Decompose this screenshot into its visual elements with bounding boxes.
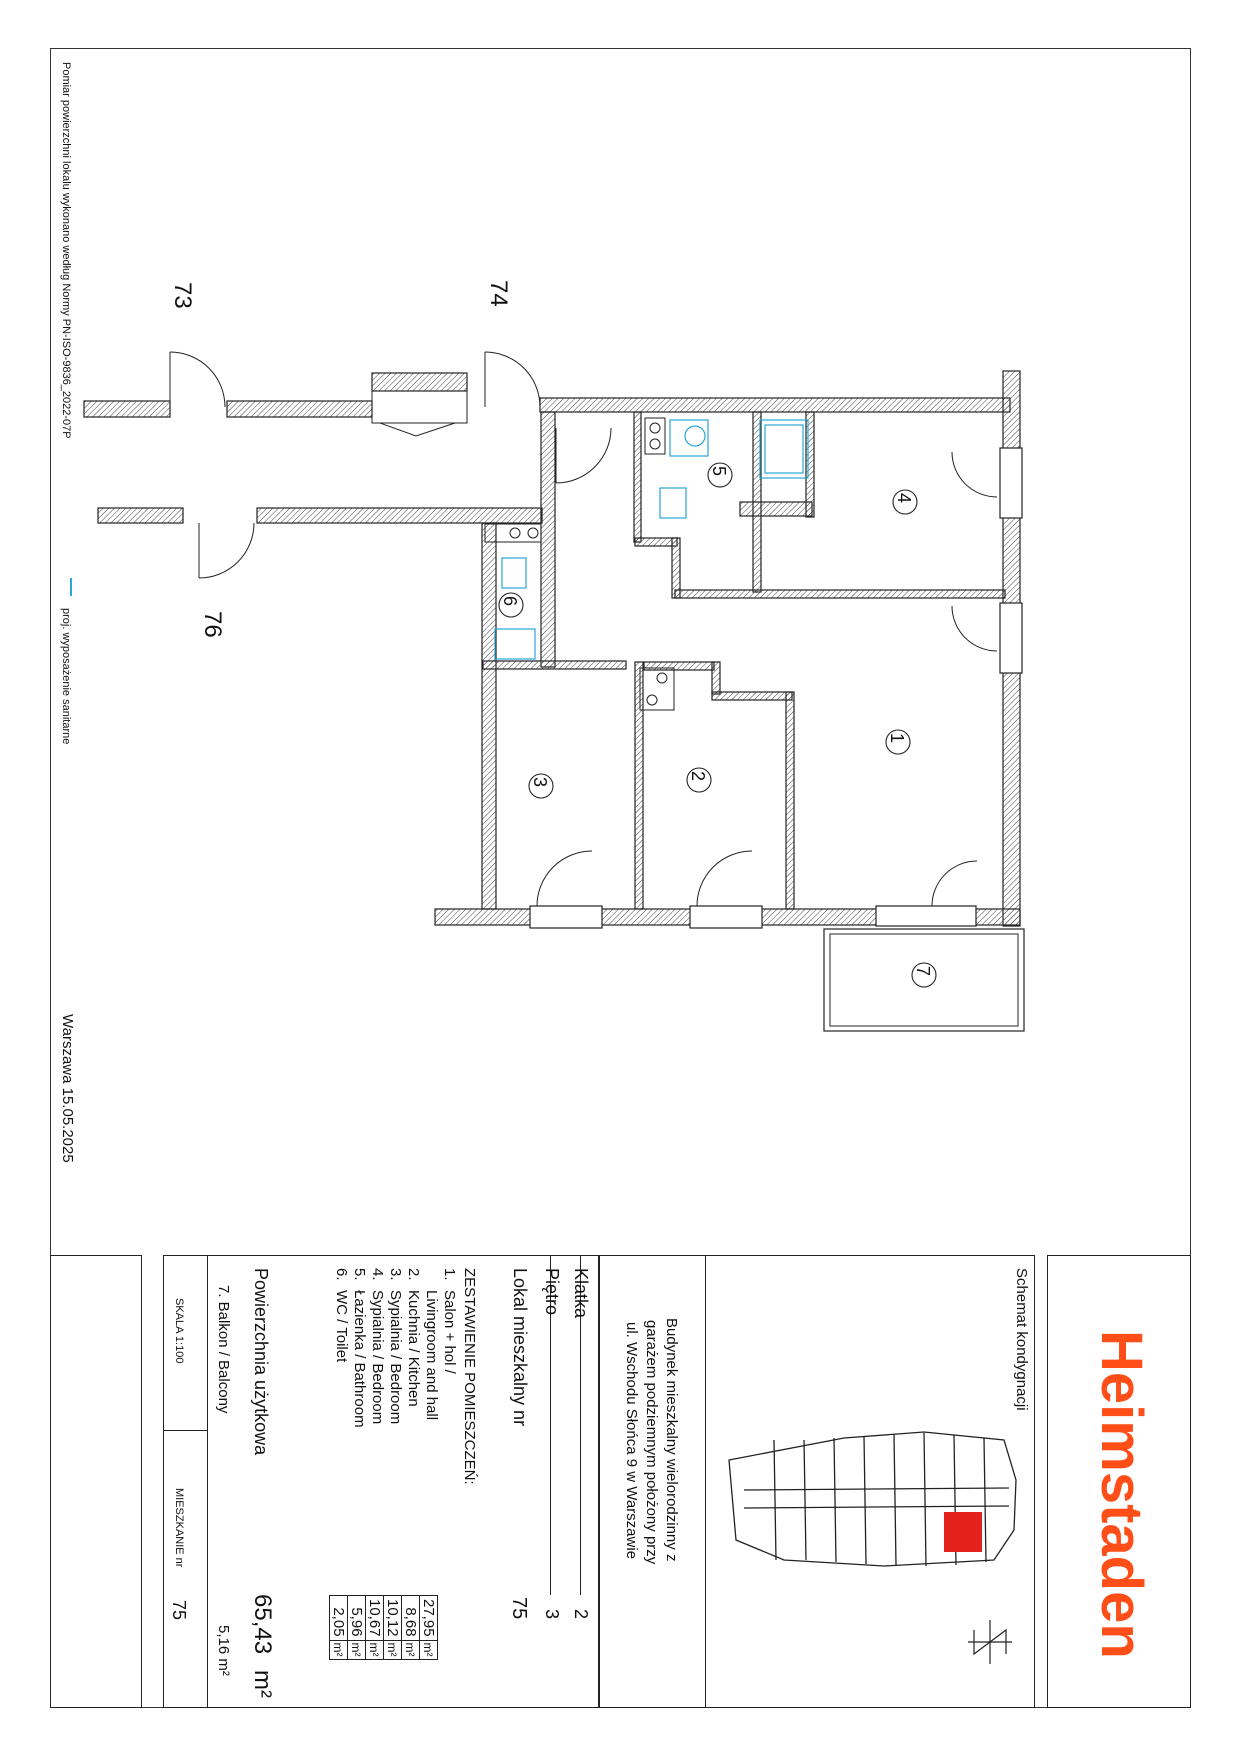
- room-1-name-en: Livingroom and hall: [423, 1290, 440, 1421]
- room-number-4: 4: [894, 493, 914, 504]
- wall: [482, 523, 496, 909]
- lokal-value: 75: [508, 1597, 530, 1620]
- scale-label: SKALA 1:100: [173, 1298, 185, 1364]
- rooms-heading: ZESTAWIENIE POMIESZCZEŃ:: [461, 1268, 478, 1485]
- wall: [541, 412, 555, 667]
- room-6-number: 6.: [333, 1268, 350, 1281]
- pietro-value: 3: [542, 1609, 562, 1620]
- area-value: 27,95: [420, 1596, 438, 1641]
- highlighted-unit: [944, 1512, 982, 1552]
- wall: [786, 692, 794, 909]
- wall: [540, 398, 1010, 412]
- area-value: 5,96: [348, 1596, 366, 1641]
- area-value: 10,67: [366, 1596, 384, 1641]
- neighbour-73: 73: [169, 282, 196, 309]
- room-number-3: 3: [530, 777, 550, 788]
- building-line-2: garażem podziemnym położony przy: [643, 1320, 660, 1565]
- room-1-name: Salon + hol /: [441, 1290, 458, 1374]
- wall: [675, 590, 1005, 598]
- room-6-name: WC / Toilet: [333, 1290, 350, 1363]
- legend-line: [70, 578, 72, 596]
- neighbour-74: 74: [485, 280, 512, 307]
- balcony-value: 5,16 m²: [215, 1625, 232, 1676]
- divider: [207, 1255, 208, 1708]
- area-value: 2,05: [330, 1596, 348, 1641]
- area-unit: m²: [330, 1640, 348, 1659]
- balcony-label: 7. Balkon / Balcony: [215, 1285, 232, 1414]
- neighbour-76: 76: [199, 611, 226, 638]
- window: [876, 906, 976, 926]
- room-5-name: Łazienka / Bathroom: [351, 1290, 368, 1428]
- area-unit: m²: [366, 1640, 384, 1659]
- table-row: [366, 1596, 384, 1660]
- window: [530, 906, 602, 928]
- pietro-label: Piętro: [542, 1268, 562, 1316]
- wall: [740, 502, 812, 516]
- north-arrow-icon: [960, 1612, 1020, 1672]
- window: [1000, 603, 1022, 673]
- building-line-3: ul. Wschodu Słońca 9 w Warszawie: [623, 1322, 640, 1560]
- unit-number-value: 75: [169, 1600, 189, 1621]
- wall: [806, 412, 814, 517]
- wc-basin: [495, 629, 535, 659]
- wall: [635, 538, 677, 546]
- table-row: [330, 1596, 348, 1660]
- toilet: [685, 426, 705, 446]
- legend-label: proj. wyposażenie sanitarne: [60, 608, 72, 745]
- room-areas-table: [329, 1595, 438, 1660]
- room-5-number: 5.: [351, 1268, 368, 1281]
- wc-pan: [502, 558, 526, 588]
- table-row: [384, 1596, 402, 1660]
- area-value: 10,12: [384, 1596, 402, 1641]
- window: [690, 906, 762, 928]
- klatka-value: 2: [571, 1609, 591, 1620]
- wall: [672, 538, 680, 598]
- room-1-number: 1.: [441, 1268, 458, 1281]
- bathtub: [760, 420, 808, 478]
- room-4-name: Sypialnia / Bedroom: [369, 1290, 386, 1425]
- building-line-1: Budynek mieszkalny wielorodzinny z: [663, 1318, 680, 1562]
- room-3-name: Sypialnia / Bedroom: [387, 1290, 404, 1425]
- room-number-1: 1: [887, 733, 907, 744]
- room-4-number: 4.: [369, 1268, 386, 1281]
- measurement-note: Pomiar powierzchni lokalu wykonano według Normy PN-ISO-9836_2022-07P: [60, 62, 72, 439]
- room-2-number: 2.: [405, 1268, 422, 1281]
- table-row: [420, 1596, 438, 1660]
- wall: [257, 508, 542, 523]
- window: [1000, 448, 1022, 518]
- unit-number-label: MIESZKANIE nr: [173, 1488, 185, 1568]
- klatka-label: Klatka: [571, 1268, 591, 1319]
- usable-area-unit: m²: [249, 1670, 276, 1698]
- area-unit: m²: [384, 1640, 402, 1659]
- wall: [372, 373, 467, 391]
- lokal-label: Lokal mieszkalny nr: [510, 1268, 530, 1427]
- room-number-2: 2: [688, 771, 708, 782]
- wall: [483, 661, 626, 669]
- place-date: Warszawa 15.05.2025: [59, 1014, 76, 1163]
- usable-area-label: Powierzchnia użytkowa: [251, 1268, 271, 1456]
- area-value: 8,68: [402, 1596, 420, 1641]
- room-number-7: 7: [913, 966, 933, 977]
- title-block-outer: [50, 1255, 142, 1708]
- area-unit: m²: [402, 1640, 420, 1659]
- wall: [634, 412, 641, 542]
- wall: [84, 401, 170, 417]
- wall: [98, 508, 183, 523]
- table-row: [348, 1596, 366, 1660]
- wall: [227, 401, 372, 417]
- area-unit: m²: [348, 1640, 366, 1659]
- schema-label: Schemat kondygnacji: [1013, 1268, 1030, 1411]
- wall: [712, 692, 792, 700]
- table-row: [402, 1596, 420, 1660]
- room-number-5: 5: [709, 466, 729, 477]
- area-unit: m²: [420, 1640, 438, 1659]
- wall: [644, 662, 714, 670]
- room-number-6: 6: [500, 596, 520, 607]
- washbasin: [670, 420, 708, 456]
- brand-logo: Heimstaden: [1089, 1330, 1154, 1659]
- divider: [163, 1430, 207, 1431]
- room-3-number: 3.: [387, 1268, 404, 1281]
- usable-area-value: 65,43: [249, 1594, 276, 1655]
- balcony: [824, 929, 1024, 1031]
- wall: [635, 662, 643, 909]
- room-2-name: Kuchnia / Kitchen: [405, 1290, 422, 1407]
- floor-schema-map: [724, 1420, 1024, 1570]
